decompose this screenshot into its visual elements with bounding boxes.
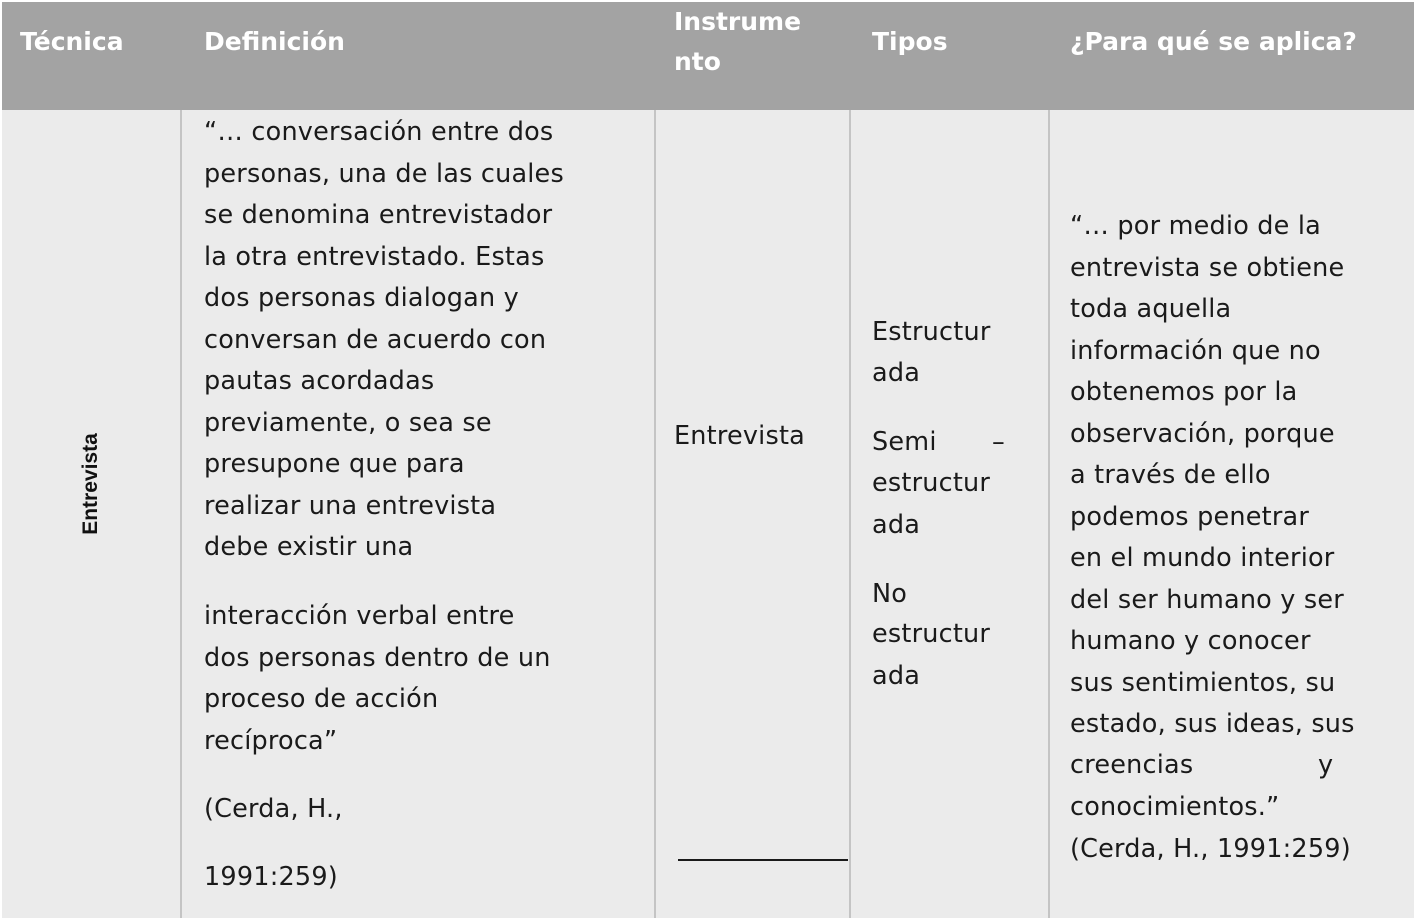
aplica-line: “… por medio de la [1070, 211, 1321, 241]
definicion-line: realizar una entrevista [204, 490, 497, 521]
cell-instrumento: Entrevista [674, 421, 805, 451]
aplica-line: obtenemos por la [1070, 377, 1298, 407]
header-instrumento-line1: Instrume [674, 7, 802, 36]
definicion-line: debe existir una [204, 532, 414, 562]
column-divider [849, 110, 851, 918]
definicion-line: proceso de acción [204, 684, 439, 714]
cell-tecnica-rotated: Entrevista [79, 433, 102, 535]
definicion-line: interacción verbal entre [204, 601, 515, 631]
tipo-estructurada-2: ada [872, 358, 921, 388]
definicion-line: presupone que para [204, 449, 465, 479]
aplica-line: entrevista se obtiene [1070, 252, 1345, 283]
definicion-line: conversan de acuerdo con [204, 324, 547, 355]
tipo-noestructurada-3: ada [872, 661, 921, 691]
header-instrumento-line2: nto [674, 47, 721, 76]
header-definicion: Definición [204, 27, 345, 56]
cell-definicion-cont [204, 596, 551, 762]
definicion-line: pautas acordadas [204, 366, 435, 396]
aplica-line: podemos penetrar [1070, 501, 1310, 532]
definicion-line: “… conversación entre dos [204, 117, 554, 147]
cell-aplica [1070, 206, 1355, 746]
tipo-semi: Semi [872, 427, 937, 457]
aplica-line: del ser humano y ser [1070, 584, 1344, 615]
column-divider [1048, 110, 1050, 918]
definicion-line: se denomina entrevistador [204, 200, 553, 230]
aplica-line: humano y conocer [1070, 626, 1311, 656]
definicion-line: personas, una de las cuales [204, 158, 564, 189]
tipo-semiestructurada-3: ada [872, 510, 921, 540]
definicion-line: dos personas dialogan y [204, 283, 519, 313]
aplica-line: en el mundo interior [1070, 543, 1335, 573]
aplica-conocimientos: conocimientos.” [1070, 792, 1280, 822]
header-tecnica: Técnica [20, 27, 124, 56]
definicion-line: recíproca” [204, 725, 338, 756]
header-tipos: Tipos [872, 27, 948, 56]
definicion-line: dos personas dentro de un [204, 642, 551, 673]
column-divider [180, 110, 182, 918]
aplica-cita: (Cerda, H., 1991:259) [1070, 834, 1351, 864]
tipo-semiestructurada-2: estructur [872, 468, 991, 498]
tipo-estructurada-1: Estructur [872, 317, 991, 347]
aplica-line: estado, sus ideas, sus [1070, 709, 1355, 739]
aplica-creencias: creencias [1070, 750, 1194, 780]
tipo-no: No [872, 579, 908, 609]
instrumento-underline [678, 859, 848, 861]
aplica-line: sus sentimientos, su [1070, 667, 1336, 698]
tipo-semi-dash: – [992, 427, 1005, 457]
aplica-line: información que no [1070, 335, 1321, 366]
aplica-line: observación, porque [1070, 418, 1335, 449]
cell-definicion [204, 112, 564, 569]
header-aplica: ¿Para qué se aplica? [1070, 27, 1357, 56]
aplica-line: toda aquella [1070, 294, 1232, 324]
definicion-line: previamente, o sea se [204, 407, 492, 438]
aplica-y: y [1318, 750, 1334, 780]
aplica-line: a través de ello [1070, 460, 1271, 490]
column-divider [654, 110, 656, 918]
techniques-table [2, 2, 1414, 918]
table-header [2, 2, 1414, 110]
definicion-cita-1: (Cerda, H., [204, 794, 343, 824]
definicion-line: la otra entrevistado. Estas [204, 241, 545, 272]
definicion-cita-2: 1991:259) [204, 862, 338, 892]
tipo-noestructurada-2: estructur [872, 619, 991, 649]
